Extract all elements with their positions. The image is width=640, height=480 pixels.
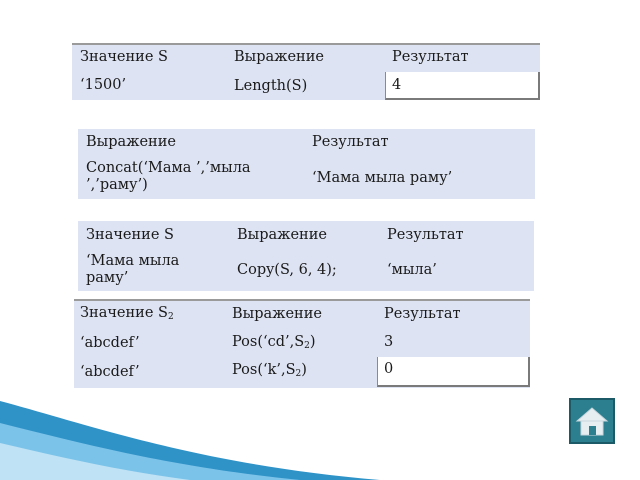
home-icon: [571, 400, 613, 442]
table-pos-row1-expr: $Pos(‘cd’,S_2)$: [232, 334, 316, 351]
table-pos-row2-s: ‘abcdef’: [80, 364, 140, 380]
table-copy-value-s: ‘Мама мыла раму’: [86, 253, 180, 286]
home-button[interactable]: [569, 398, 615, 444]
table-copy-header-s: Значение S: [86, 227, 174, 243]
table-pos-row1-s: ‘abcdef’: [80, 335, 140, 351]
table-length-value-s: ‘1500’: [80, 77, 127, 93]
table-copy-header-expr: Выражение: [237, 227, 327, 243]
table-length-result-cell: [385, 72, 540, 100]
table-copy-value-result: ‘мыла’: [387, 262, 437, 278]
table-concat-header-result: Результат: [312, 134, 389, 150]
decorative-swoosh: [0, 395, 380, 480]
table-length-header-s: Значение S: [80, 49, 168, 65]
table-length-header-result: Результат: [392, 49, 469, 65]
table-length-top-border: [72, 43, 540, 45]
table-concat-header-expr: Выражение: [86, 134, 176, 150]
table-copy-header-result: Результат: [387, 227, 464, 243]
table-length-header-expr: Выражение: [234, 49, 324, 65]
table-copy-value-expr: Copy(S, 6, 4);: [237, 262, 337, 278]
table-concat-value-result: ‘Мама мыла раму’: [312, 170, 453, 186]
table-pos-row2-expr: $Pos(‘k’,S_2)$: [232, 362, 307, 379]
table-pos-row2-result: 0: [384, 361, 394, 377]
table-length-value-expr: Length(S): [234, 78, 308, 94]
table-pos-top-border: [74, 299, 530, 301]
table-pos-header-expr: Выражение: [232, 306, 322, 322]
table-pos-header-result: Результат: [384, 306, 461, 322]
table-pos-header-s: Значение $S_2$: [80, 305, 174, 322]
table-concat-value-expr: Concat(‘Мама ’,’мыла ’,’раму’): [86, 160, 251, 193]
table-length-value-result: 4: [392, 77, 402, 93]
table-pos-result-cell: [377, 357, 530, 387]
table-pos-row1-result: 3: [384, 334, 394, 350]
